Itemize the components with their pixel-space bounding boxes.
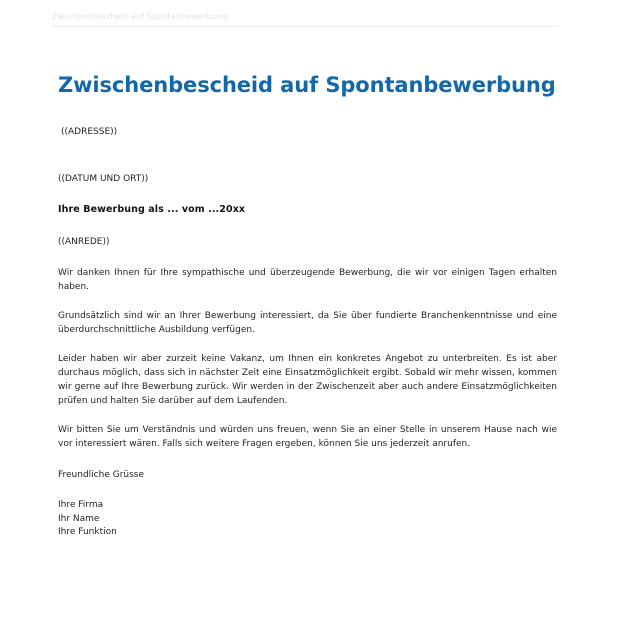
- body-paragraph-1: Wir danken Ihnen für Ihre sympathische und überzeugende Bewerbung, die wir vor einigen Tagen erhalten haben.: [58, 268, 557, 292]
- signature-name: Ihr Name: [58, 513, 100, 524]
- placeholder-salutation: ((ANREDE)): [58, 237, 110, 247]
- signature-company: Ihre Firma: [58, 500, 104, 510]
- spacer: [58, 294, 557, 309]
- spacer: [58, 186, 557, 203]
- body-paragraph-4: Wir bitten Sie um Verständnis und würden uns freuen, wenn Sie an einer Stelle in unserem Hause nach wie vor interessiert wären. Falls sich weitere Fragen ergeben, können Sie uns jederzeit anrufen.: [58, 425, 557, 449]
- spacer: [58, 337, 557, 352]
- running-header: [52, 11, 557, 27]
- header-divider: [52, 26, 557, 27]
- spacer: [58, 451, 557, 469]
- body-paragraph-2: Grundsätzlich sind wir an Ihrer Bewerbung interessiert, da Sie über fundierte Branchenkenntnisse und eine überdurchschnittliche Ausbildung verfügen.: [58, 311, 557, 335]
- letter-content: [58, 72, 557, 540]
- signature-block: [58, 499, 557, 540]
- closing-greeting: Freundliche Grüsse: [58, 470, 145, 480]
- spacer: [58, 98, 557, 126]
- body-paragraph-3: Leider haben wir aber zurzeit keine Vakanz, um Ihnen ein konkretes Angebot zu unterbreiten. Es ist aber durchaus möglich, dass sich in nächster Zeit eine Einsatzmöglichkeit ergibt. Sobald wir mehr wissen, kommen wir gerne auf Ihre Bewerbung zurück. Wir werden in der Zwischenzeit aber auch andere Einsatzmöglichkeiten prüfen und halten Sie darüber auf dem Laufenden.: [58, 354, 557, 406]
- placeholder-date-and-place: ((DATUM UND ORT)): [58, 174, 149, 184]
- spacer: [58, 249, 557, 266]
- signature-role: Ihre Funktion: [58, 527, 117, 537]
- spacer: [58, 482, 557, 499]
- placeholder-address: ((ADRESSE)): [61, 127, 118, 137]
- subject-line: Ihre Bewerbung als ... vom ...20xx: [58, 204, 246, 215]
- spacer: [58, 139, 557, 173]
- page-title: Zwischenbescheid auf Spontanbewerbung: [58, 73, 556, 97]
- spacer: [58, 408, 557, 423]
- spacer: [58, 216, 557, 236]
- running-header-title: Zwischenbescheid auf Spontanbewerbung: [52, 12, 228, 21]
